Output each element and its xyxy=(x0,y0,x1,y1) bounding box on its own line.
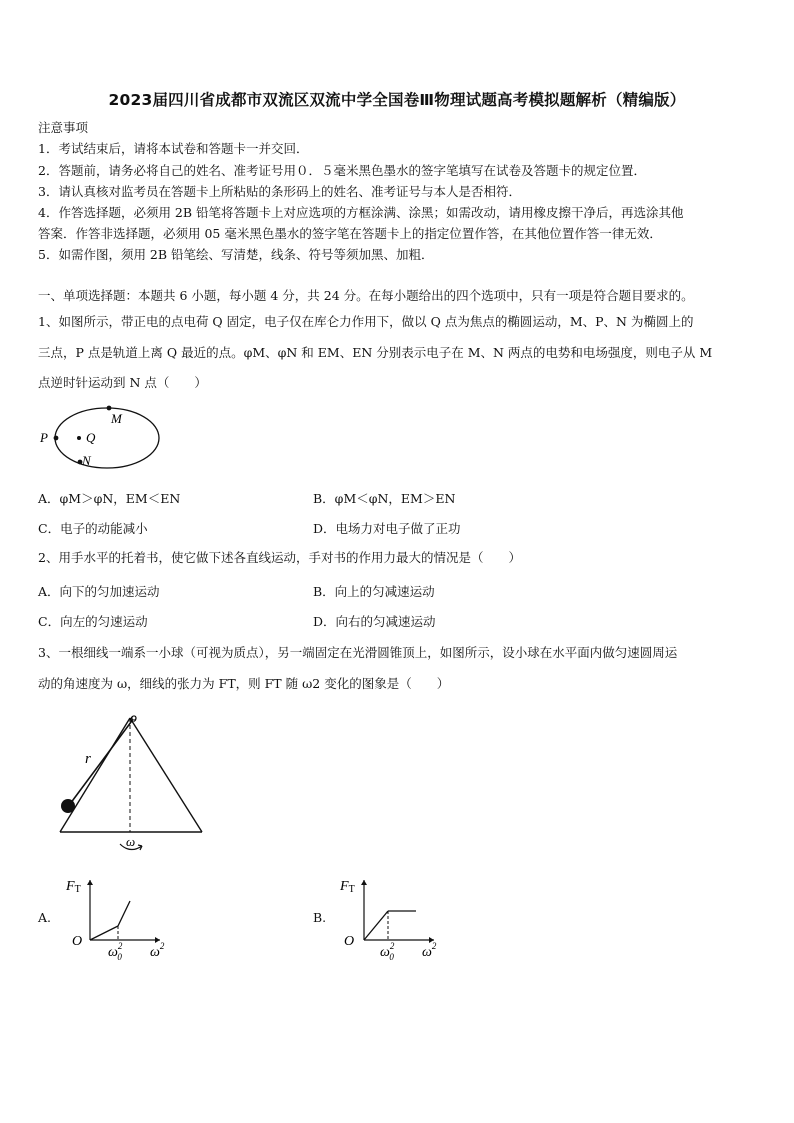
notice-item: 答案．作答非选择题，必须用 05 毫米黑色墨水的签字笔在答题卡上的指定位置作答，在其他位置作答一律无效． xyxy=(38,226,662,241)
question-1-text: 点逆时针运动到 N 点（ ） xyxy=(38,375,207,390)
x-label: $\omega^2$ xyxy=(422,941,437,960)
origin-label: O xyxy=(344,934,355,949)
string-line xyxy=(70,718,134,804)
ellipse-orbit-figure xyxy=(36,402,166,474)
q2-option-a[interactable]: A．向下的匀加速运动 xyxy=(38,584,160,599)
question-1-text: 1、如图所示，带正电的点电荷 Q 固定，电子仅在库仑力作用下，做以 Q 点为焦点的椭圆运动，M、P、N 为椭圆上的 xyxy=(38,314,694,329)
section-heading: 一、单项选择题：本题共 6 小题，每小题 4 分，共 24 分。在每小题给出的四个选项中，只有一项是符合题目要求的。 xyxy=(38,288,694,303)
q3-option-b-label[interactable]: B. xyxy=(313,910,327,925)
page-title: 2023届四川省成都市双流区双流中学全国卷Ⅲ物理试题高考模拟题解析（精编版） xyxy=(108,91,686,109)
ball xyxy=(61,799,75,813)
notice-item: 2．答题前，请务必将自己的姓名、准考证号用０．５毫米黑色墨水的签字笔填写在试卷及答题卡的规定位置． xyxy=(38,163,646,178)
y-axis-arrow xyxy=(87,880,93,885)
q1-option-a[interactable]: A．φM＞φN，EM＜EN xyxy=(38,491,181,506)
cone-left-side xyxy=(60,718,130,832)
question-3-text: 3、一根细线一端系一小球（可视为质点），另一端固定在光滑圆锥顶上，如图所示，设小球在水平面内做匀速圆周运 xyxy=(38,645,678,660)
tick-label: $\omega^2$ 0 xyxy=(108,941,123,962)
tick-label: $\omega^2$ 0 xyxy=(380,941,395,962)
q1-option-c[interactable]: C．电子的动能减小 xyxy=(38,521,148,536)
orbit-ellipse xyxy=(55,408,159,468)
question-1-text: 三点，P 点是轨道上离 Q 最近的点。φM、φN 和 EM、EN 分别表示电子在 M、N 两点的电势和电场强度，则电子从 M xyxy=(38,345,713,360)
q2-option-b[interactable]: B．向上的匀减速运动 xyxy=(313,584,435,599)
point-m xyxy=(107,406,112,411)
question-2-text: 2、用手水平的托着书，使它做下述各直线运动，手对书的作用力最大的情况是（ ） xyxy=(38,550,521,565)
y-label: FT xyxy=(66,879,81,895)
q3-option-a-label[interactable]: A. xyxy=(38,910,52,925)
point-p xyxy=(54,436,59,441)
curve-segment-1 xyxy=(90,926,118,940)
notice-heading: 注意事项 xyxy=(38,120,89,135)
question-3-text: 动的角速度为 ω，细线的张力为 FT，则 FT 随 ω2 变化的图象是（ ） xyxy=(38,676,450,691)
notice-item: 1．考试结束后，请将本试卷和答题卡一并交回． xyxy=(38,141,309,156)
origin-label: O xyxy=(72,934,83,949)
notice-item: 3．请认真核对监考员在答题卡上所粘贴的条形码上的姓名、准考证号与本人是否相符． xyxy=(38,184,521,199)
graph-a[interactable] xyxy=(64,870,174,962)
x-label: $\omega^2$ xyxy=(150,941,165,960)
q2-option-d[interactable]: D．向右的匀减速运动 xyxy=(313,614,436,629)
q1-option-b[interactable]: B．φM＜φN，EM＞EN xyxy=(313,491,456,506)
label-o: o xyxy=(130,711,137,726)
label-r: r xyxy=(85,751,91,767)
q1-option-d[interactable]: D．电场力对电子做了正功 xyxy=(313,521,461,536)
curve-segment-2 xyxy=(118,901,130,926)
y-axis-arrow xyxy=(361,880,367,885)
y-label: FT xyxy=(340,879,355,895)
notice-item: 5．如需作图，须用 2B 铅笔绘、写清楚，线条、符号等须加黑、加粗． xyxy=(38,247,434,262)
label-omega: ω xyxy=(126,834,136,849)
label-n: N xyxy=(82,453,91,468)
notice-item: 4．作答选择题，必须用 2B 铅笔将答题卡上对应选项的方框涂满、涂黑；如需改动，请用橡皮擦干净后，再选涂其他 xyxy=(38,205,684,220)
label-m: M xyxy=(111,411,122,426)
cone-pendulum-figure xyxy=(50,706,210,858)
label-q: Q xyxy=(86,430,96,445)
curve-rise xyxy=(364,911,388,940)
graph-b[interactable] xyxy=(338,870,448,962)
cone-right-side xyxy=(130,718,202,832)
q2-option-c[interactable]: C．向左的匀速运动 xyxy=(38,614,148,629)
label-p: P xyxy=(40,430,48,445)
point-q xyxy=(77,436,81,440)
